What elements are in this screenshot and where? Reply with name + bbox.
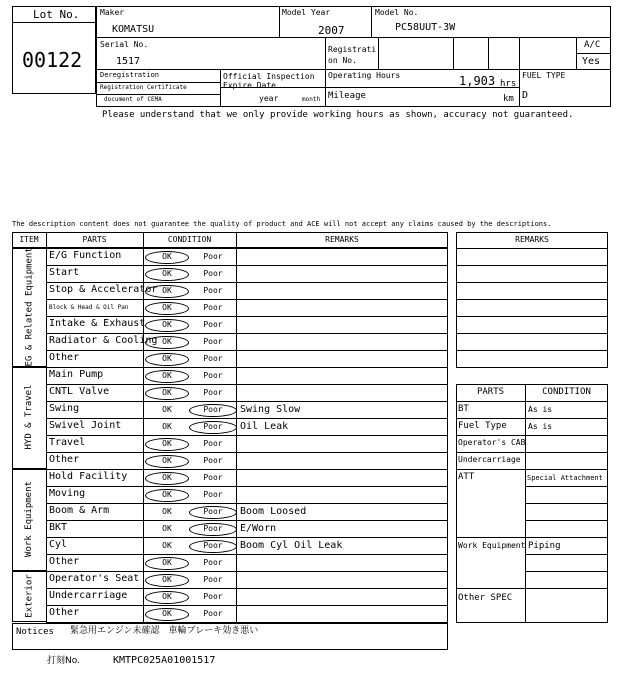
ac-value: Yes (582, 56, 601, 67)
notices-text: 緊急用エンジン未確認 車輪ブレーキ効き悪い (70, 626, 259, 636)
right-condition-value: As is (528, 422, 553, 431)
selected-condition-mark (145, 353, 189, 366)
notices-label: Notices (16, 627, 54, 637)
header-item: ITEM (19, 235, 39, 244)
selected-condition-mark (145, 608, 189, 621)
ok-option: OK (162, 303, 172, 312)
part-name: Operator's Seat (49, 573, 140, 584)
maker-label: Maker (100, 8, 125, 17)
group-label: EG & Related Equipment (24, 246, 34, 366)
att-label: ATT (458, 472, 475, 482)
model-year-label: Model Year (282, 8, 331, 17)
part-name: Swing (49, 403, 80, 414)
model-no-value: PC58UUT-3W (395, 22, 456, 33)
poor-option: Poor (203, 439, 223, 448)
poor-option: Poor (203, 320, 223, 329)
poor-option: Poor (203, 371, 223, 380)
maker-value: KOMATSU (112, 24, 155, 35)
selected-condition-mark (145, 336, 189, 349)
serial-value: 1517 (116, 56, 141, 67)
poor-option: Poor (203, 473, 223, 482)
part-name: Moving (49, 488, 86, 499)
inspection-label: Official Inspection Expire Date (223, 72, 315, 90)
disclaimer: The description content does not guarantee the quality of product and ACE will not accept any claims caused by the descriptions. (12, 220, 552, 228)
poor-option: Poor (203, 303, 223, 312)
right-part-name: Operator's CAB (458, 438, 526, 447)
remark-text: Boom Cyl Oil Leak (240, 540, 343, 551)
work-equipment-label: Work Equipment (458, 541, 526, 550)
right-part-name: Undercarriage (458, 455, 521, 464)
part-name: Block & Head & Oil Pan (49, 304, 129, 311)
poor-option: Poor (203, 456, 223, 465)
serial-label: Serial No. (100, 40, 149, 49)
right-condition-value: As is (528, 405, 553, 414)
remark-text: Swing Slow (240, 404, 301, 415)
poor-option: Poor (203, 286, 223, 295)
selected-condition-mark (189, 523, 237, 536)
poor-option: Poor (203, 422, 223, 431)
part-name: Travel (49, 437, 86, 448)
dereg-cert: Registration Certificate (100, 84, 187, 91)
selected-condition-mark (145, 438, 189, 451)
group-label: Work Equipment (24, 481, 34, 557)
work-equipment-value: Piping (528, 541, 561, 551)
poor-option: Poor (203, 354, 223, 363)
right-part-name: BT (458, 404, 469, 414)
remark-text: Boom Loosed (240, 506, 307, 517)
selected-condition-mark (189, 421, 237, 434)
group-label: Exterior (24, 573, 34, 618)
part-name: Swivel Joint (49, 420, 122, 431)
operating-hours-value: 1,903 (459, 74, 496, 88)
ok-option: OK (162, 286, 172, 295)
ok-option: OK (162, 456, 172, 465)
ok-option: OK (162, 541, 172, 550)
poor-option: Poor (203, 592, 223, 601)
fuel-type-label: FUEL TYPE (522, 71, 566, 80)
stamp-value: KMTPC025A01001517 (113, 655, 216, 666)
poor-option: Poor (203, 558, 223, 567)
ac-label: A/C (584, 40, 601, 50)
operating-hours-label: Operating Hours (328, 71, 401, 80)
stamp-label: 打刻No. (47, 656, 80, 666)
header-parts: PARTS (82, 235, 107, 244)
ok-option: OK (162, 405, 172, 414)
model-year-value: 2007 (318, 24, 345, 37)
ok-option: OK (162, 388, 172, 397)
part-name: E/G Function (49, 250, 122, 261)
poor-option: Poor (203, 388, 223, 397)
part-name: Stop & Accelerator (49, 284, 158, 295)
ok-option: OK (162, 592, 172, 601)
ok-option: OK (162, 558, 172, 567)
poor-option: Poor (203, 269, 223, 278)
selected-condition-mark (189, 404, 237, 417)
right-header-parts: PARTS (476, 387, 505, 397)
poor-option: Poor (203, 490, 223, 499)
part-name: Hold Facility (49, 471, 128, 482)
selected-condition-mark (145, 557, 189, 570)
ok-option: OK (162, 473, 172, 482)
poor-option: Poor (203, 575, 223, 584)
ok-option: OK (162, 371, 172, 380)
header-remarks: REMARKS (325, 235, 359, 244)
part-name: Undercarriage (49, 590, 128, 601)
dereg-label: Deregistration (100, 71, 160, 79)
selected-condition-mark (145, 370, 189, 383)
right-part-name: Fuel Type (458, 421, 507, 431)
selected-condition-mark (145, 387, 189, 400)
hours-note: Please understand that we only provide working hours as shown, accuracy not guaranteed. (102, 110, 574, 120)
ok-option: OK (162, 507, 172, 516)
fuel-type-value: D (522, 90, 529, 101)
header-condition: CONDITION (167, 235, 212, 244)
hrs-unit: hrs (500, 79, 517, 89)
att-value: Special Attachment (527, 474, 603, 482)
part-name: Boom & Arm (49, 505, 110, 516)
selected-condition-mark (145, 574, 189, 587)
ok-option: OK (162, 354, 172, 363)
part-name: BKT (49, 522, 68, 533)
part-name: Intake & Exhaust (49, 318, 146, 329)
right-header-condition: CONDITION (542, 387, 591, 397)
selected-condition-mark (145, 268, 189, 281)
selected-condition-mark (145, 455, 189, 468)
km-unit: km (503, 94, 514, 104)
right-remarks-header: REMARKS (515, 235, 549, 244)
selected-condition-mark (145, 591, 189, 604)
poor-option: Poor (203, 337, 223, 346)
part-name: Other (49, 607, 80, 618)
model-no-label: Model No. (375, 8, 419, 17)
part-name: Other (49, 352, 80, 363)
selected-condition-mark (145, 285, 189, 298)
part-name: CNTL Valve (49, 386, 110, 397)
poor-option: Poor (203, 405, 223, 414)
part-name: Other (49, 556, 80, 567)
ok-option: OK (162, 609, 172, 618)
selected-condition-mark (189, 506, 237, 519)
selected-condition-mark (145, 489, 189, 502)
ok-option: OK (162, 575, 172, 584)
ok-option: OK (162, 252, 172, 261)
part-name: Main Pump (49, 369, 104, 380)
ok-option: OK (162, 269, 172, 278)
poor-option: Poor (203, 507, 223, 516)
part-name: Radiator & Cooling (49, 335, 158, 346)
poor-option: Poor (203, 609, 223, 618)
part-name: Cyl (49, 539, 68, 550)
dereg-doc: document of CEMA (104, 96, 162, 103)
inspection-month-label: month (302, 96, 321, 103)
ok-option: OK (162, 439, 172, 448)
mileage-label: Mileage (328, 91, 366, 101)
ok-option: OK (162, 422, 172, 431)
selected-condition-mark (145, 472, 189, 485)
selected-condition-mark (145, 251, 189, 264)
poor-option: Poor (203, 252, 223, 261)
remark-text: Oil Leak (240, 421, 289, 432)
selected-condition-mark (189, 540, 237, 553)
selected-condition-mark (145, 319, 189, 332)
ok-option: OK (162, 490, 172, 499)
other-spec-label: Other SPEC (458, 593, 513, 603)
part-name: Start (49, 267, 80, 278)
registration-label: Registrati on No. (328, 45, 377, 65)
lot-number: 00122 (22, 48, 83, 72)
lot-label: Lot No. (33, 8, 80, 21)
selected-condition-mark (145, 302, 189, 315)
part-name: Other (49, 454, 80, 465)
ok-option: OK (162, 337, 172, 346)
ok-option: OK (162, 320, 172, 329)
group-label: HYD & Travel (24, 384, 34, 450)
inspection-year-label: year (259, 94, 279, 103)
poor-option: Poor (203, 524, 223, 533)
remark-text: E/Worn (240, 523, 277, 534)
poor-option: Poor (203, 541, 223, 550)
ok-option: OK (162, 524, 172, 533)
